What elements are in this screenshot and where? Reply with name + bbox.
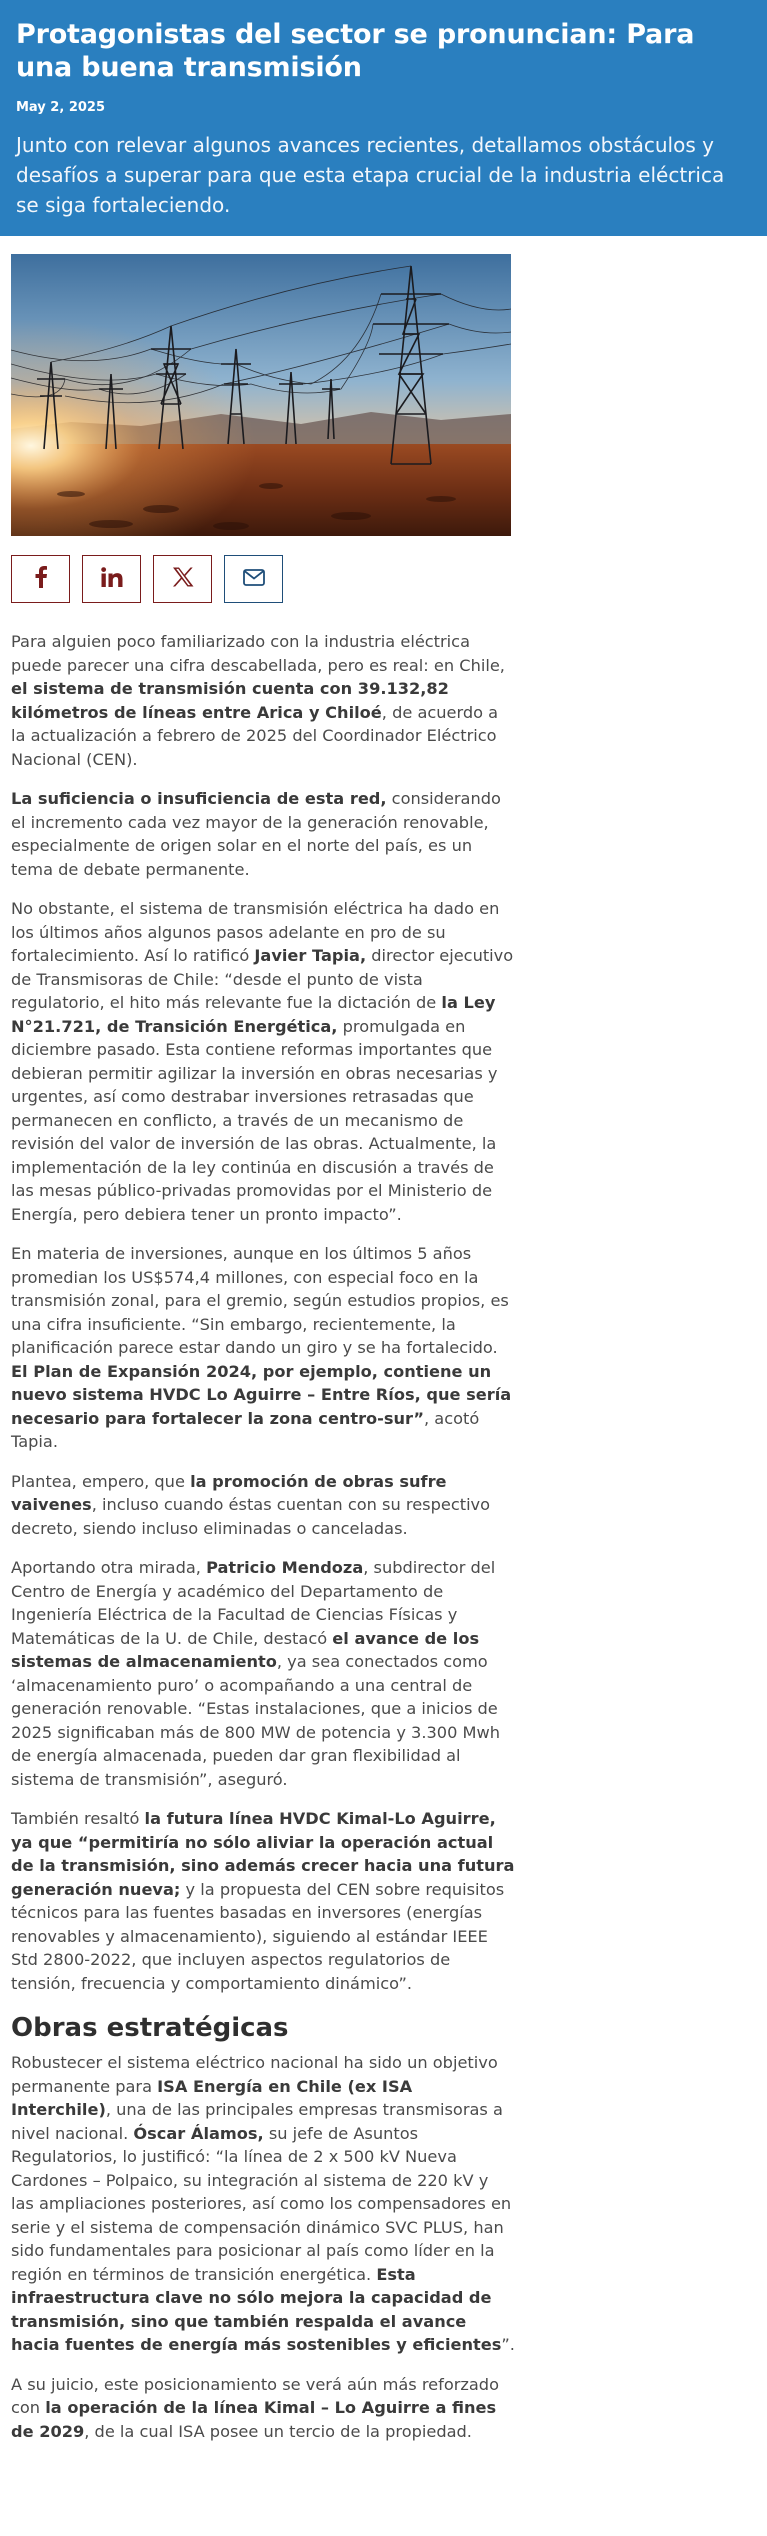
article-lead: Junto con relevar algunos avances recientes, detallamos obstáculos y desafíos a superar para que esta etapa crucial de la industria eléctrica se siga fortaleciendo. xyxy=(16,133,725,217)
article-date: May 2, 2025 xyxy=(16,100,106,115)
facebook-icon xyxy=(34,566,48,592)
paragraph: No obstante, el sistema de transmisión eléctrica ha dado en los últimos años algunos pasos adelante en pro de su fortalecimiento. Así lo ratificó Javier Tapia, director ejecutivo de Transmisoras de Chile: “desde el punto de vista regulatorio, el hito más relevante fue la dictación de la Ley N°21.721, de Transición Energética, promulgada en diciembre pasado. Esta contiene reformas importantes que debieran permitir agilizar la inversión en obras necesarias y urgentes, así como destrabar inversiones retrasadas que permanecen en conflicto, a través de un mecanismo de revisión del valor de inversión de las obras. Actualmente, la implementación de la ley continúa en discusión a través de las mesas público-privadas promovidas por el Ministerio de Energía, pero debiera tener un pronto impacto”. xyxy=(11,899,514,1224)
section-heading: Obras estratégicas xyxy=(11,2013,289,2043)
paragraph: Plantea, empero, que la promoción de obras sufre vaivenes, incluso cuando éstas cuentan con su respectivo decreto, siendo incluso eliminadas o canceladas. xyxy=(11,1471,491,1538)
paragraph: La suficiencia o insuficiencia de esta red, considerando el incremento cada vez mayor de la generación renovable, especialmente de origen solar en el norte del país, es un tema de debate permanente. xyxy=(11,789,501,879)
paragraph: También resaltó la futura línea HVDC Kimal-Lo Aguirre, ya que “permitiría no sólo aliviar la operación actual de la transmisión, sino además crecer hacia una futura generación nueva; y la propuesta del CEN sobre requisitos técnicos para las fuentes basadas en inversores (energías renovables y almacenamiento), siguiendo al estándar IEEE Std 2800-2022, que incluyen aspectos regulatorios de tensión, frecuencia y comportamiento dinámico”. xyxy=(11,1809,515,1993)
paragraph: Robustecer el sistema eléctrico nacional ha sido un objetivo permanente para ISA Energía en Chile (ex ISA Interchile), una de las principales empresas transmisoras a nivel nacional. Óscar Álamos, su jefe de Asuntos Regulatorios, lo justificó: “la línea de 2 x 500 kV Nueva Cardones – Polpaico, su integración al sistema de 220 kV y las ampliaciones posteriores, así como los compensadores en serie y el sistema de compensación dinámico SVC PLUS, han sido fundamentales para posicionar al país como líder en la región en términos de transición energética. Esta infraestructura clave no sólo mejora la capacidad de transmisión, sino que también respalda el avance hacia fuentes de energía más sostenibles y eficientes”. xyxy=(11,2053,515,2354)
power-lines-photo xyxy=(11,254,511,536)
article-header xyxy=(0,0,767,236)
paragraph: A su juicio, este posicionamiento se verá aún más reforzado con la operación de la línea Kimal – Lo Aguirre a fines de 2029, de la cual ISA posee un tercio de la propiedad. xyxy=(11,2374,499,2441)
share-bar xyxy=(11,555,520,603)
x-icon xyxy=(172,567,194,591)
article-content xyxy=(0,236,520,2443)
share-facebook-button[interactable] xyxy=(11,555,70,603)
share-linkedin-button[interactable] xyxy=(82,555,141,603)
linkedin-icon xyxy=(101,567,123,591)
share-email-button[interactable] xyxy=(224,555,283,603)
article-title: Protagonistas del sector se pronuncian: Para una buena transmisión xyxy=(16,19,695,83)
article-body xyxy=(11,630,516,2443)
paragraph: Para alguien poco familiarizado con la industria eléctrica puede parecer una cifra descabellada, pero es real: en Chile, el sistema de transmisión cuenta con 39.132,82 kilómetros de líneas entre Arica y Chiloé, de acuerdo a la actualización a febrero de 2025 del Coordinador Eléctrico Nacional (CEN). xyxy=(11,632,505,769)
paragraph: En materia de inversiones, aunque en los últimos 5 años promedian los US$574,4 millones, con especial foco en la transmisión zonal, para el gremio, según estudios propios, es una cifra insuficiente. “Sin embargo, recientemente, la planificación parece estar dando un giro y se ha fortalecido. El Plan de Expansión 2024, por ejemplo, contiene un nuevo sistema HVDC Lo Aguirre – Entre Ríos, que sería necesario para fortalecer la zona centro-sur”, acotó Tapia. xyxy=(11,1244,512,1451)
paragraph: Aportando otra mirada, Patricio Mendoza, subdirector del Centro de Energía y académico del Departamento de Ingeniería Eléctrica de la Facultad de Ciencias Físicas y Matemáticas de la U. de Chile, destacó el avance de los sistemas de almacenamiento, ya sea conectados como ‘almacenamiento puro’ o acompañando a una central de generación renovable. “Estas instalaciones, que a inicios de 2025 significaban más de 800 MW de potencia y 3.300 Mwh de energía almacenada, pueden dar gran flexibilidad al sistema de transmisión”, aseguró. xyxy=(11,1558,500,1789)
share-x-button[interactable] xyxy=(153,555,212,603)
mail-icon xyxy=(243,569,265,590)
